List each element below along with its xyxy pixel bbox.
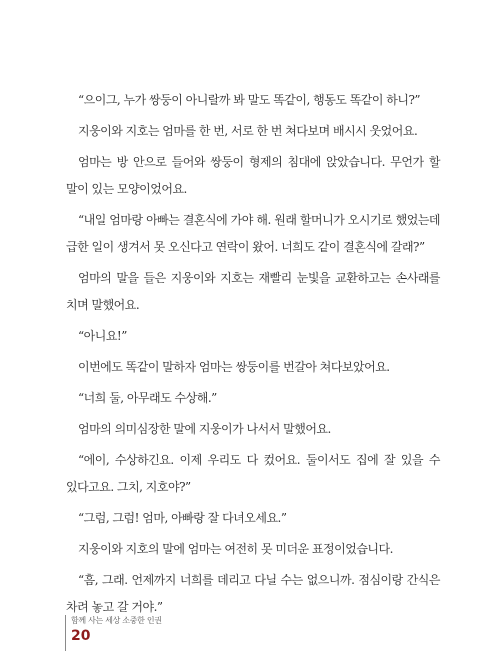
paragraph: 엄마는 방 안으로 들어와 쌍둥이 형제의 침대에 앉았습니다. 무언가 할 말이 있는 모양이었어요. — [66, 155, 440, 196]
paragraph: “아니요!” — [78, 329, 127, 343]
page-number: 20 — [71, 628, 91, 644]
paragraph: “흠, 그래. 언제까지 너희를 데리고 다닐 수는 없으니까. 점심이랑 간식은 차려 놓고 갈 거야.” — [66, 573, 440, 614]
paragraph: “너희 둘, 아무래도 수상해.” — [78, 391, 217, 405]
paragraph: 이번에도 똑같이 말하자 엄마는 쌍둥이를 번갈아 쳐다보았어요. — [78, 360, 390, 374]
page-footer — [65, 615, 265, 655]
paragraph: “내일 엄마랑 아빠는 결혼식에 가야 해. 원래 할머니가 오시기로 했었는데 급한 일이 생겨서 못 오신다고 연락이 왔어. 너희도 같이 결혼식에 갈래?” — [66, 213, 440, 254]
footer-divider — [65, 615, 66, 651]
paragraph: 엄마의 말을 들은 지웅이와 지호는 재빨리 눈빛을 교환하고는 손사래를 치며 말했어요. — [66, 271, 440, 312]
paragraph: 지웅이와 지호는 엄마를 한 번, 서로 한 번 쳐다보며 배시시 웃었어요. — [78, 124, 418, 138]
paragraph: 엄마의 의미심장한 말에 지웅이가 나서서 말했어요. — [78, 422, 331, 436]
paragraph: “그럼, 그럼! 엄마, 아빠랑 잘 다녀오세요.” — [78, 511, 287, 525]
paragraph: 지웅이와 지호의 말에 엄마는 여전히 못 미더운 표정이었습니다. — [78, 542, 393, 556]
book-title: 함께 사는 세상 소중한 인권 — [71, 616, 162, 625]
body-text — [66, 87, 440, 625]
paragraph: “으이그, 누가 쌍둥이 아니랄까 봐 말도 똑같이, 행동도 똑같이 하니?” — [78, 93, 421, 107]
paragraph: “에이, 수상하긴요. 이제 우리도 다 컸어요. 둘이서도 집에 잘 있을 수 있다고요. 그치, 지호야?” — [66, 453, 440, 494]
